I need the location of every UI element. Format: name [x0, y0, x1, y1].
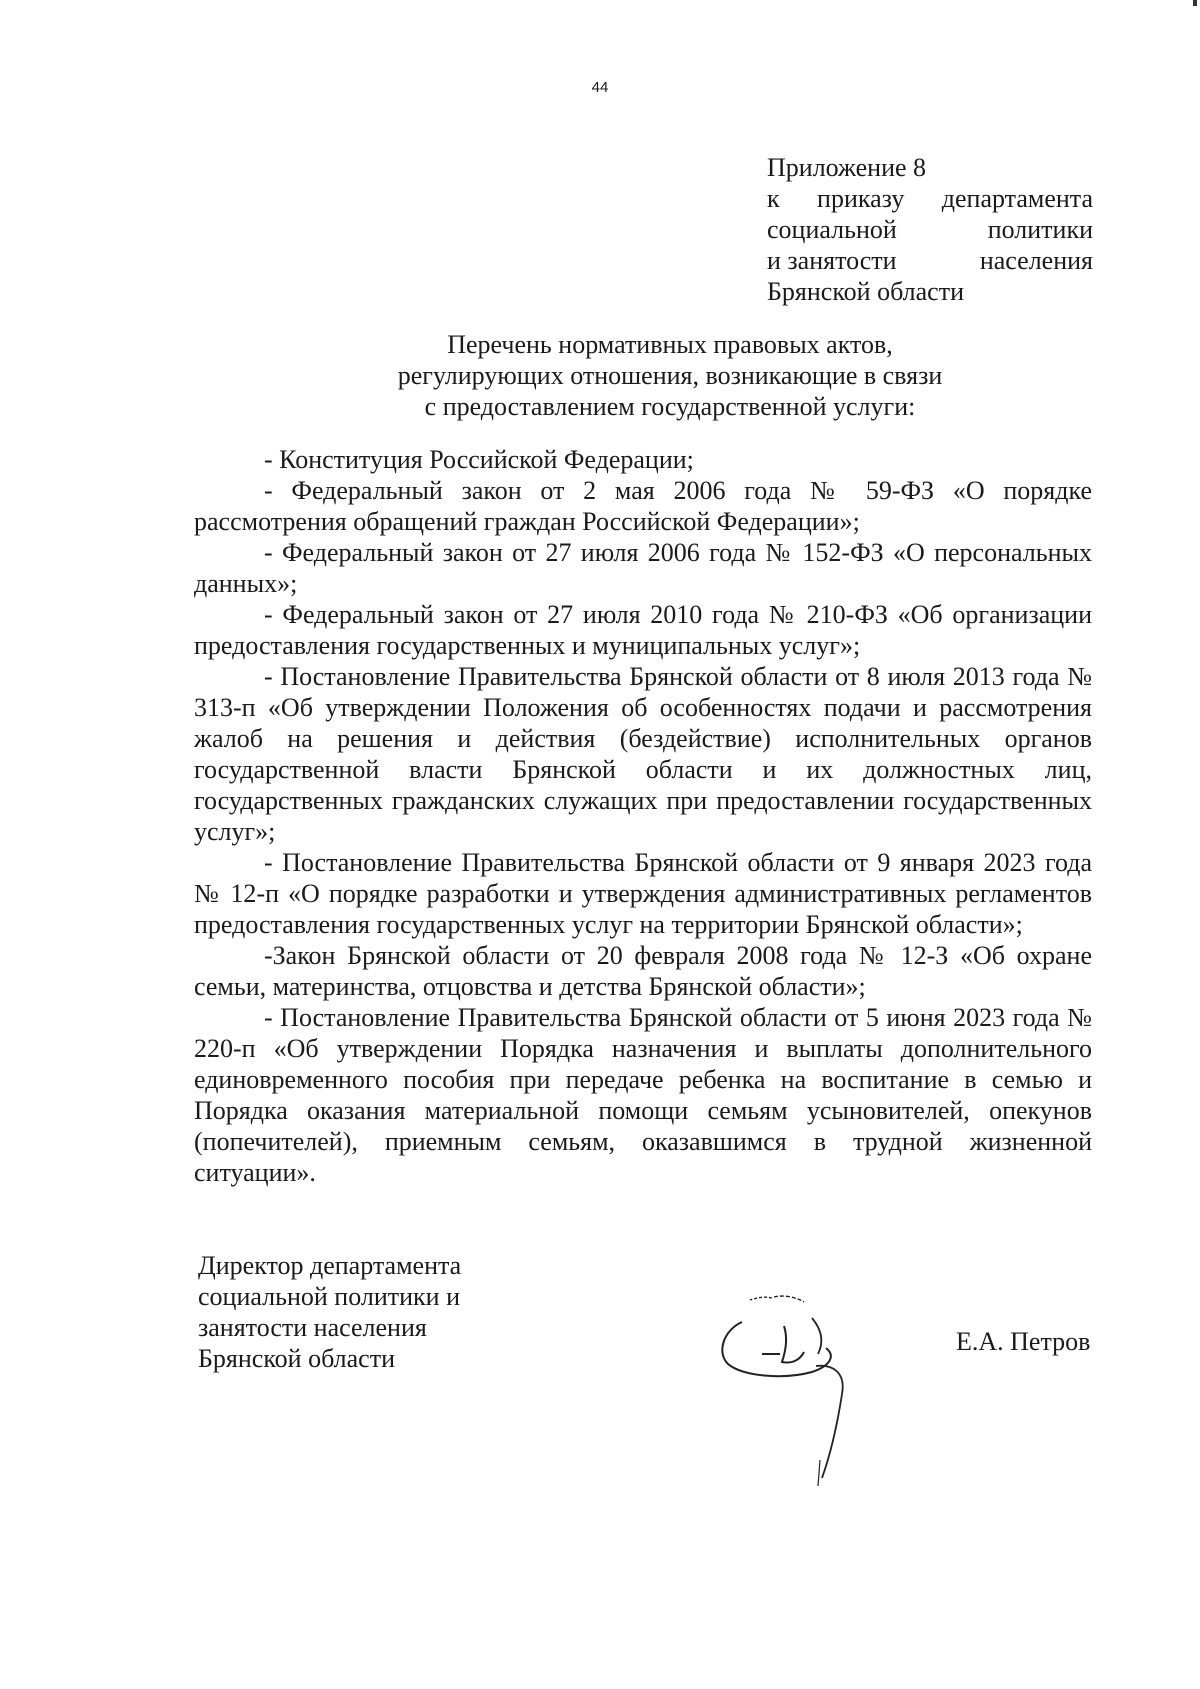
- signoff-line: Брянской области: [198, 1344, 395, 1373]
- appendix-word: к: [767, 184, 780, 213]
- list-item: - Постановление Правительства Брянской области от 9 января 2023 года № 12-п «О порядке разработки и утверждения административных регламентов предоставления государственных услуг на территории Брянской области»;: [194, 848, 1092, 939]
- appendix-line: [767, 183, 1093, 214]
- scan-edge-mark: [1193, 0, 1197, 6]
- handwritten-signature: [712, 1290, 882, 1490]
- appendix-word: политики: [987, 215, 1093, 244]
- list-item: - Постановление Правительства Брянской области от 8 июля 2013 года № 313-п «Об утверждении Положения об особенностях подачи и рассмотрения жалоб на решения и действия (бездействие) исполнительных органов государственной власти Брянской области и их должностных лиц, государственных гражданских служащих при предоставлении государственных услуг»;: [194, 662, 1092, 846]
- appendix-word: приказу: [817, 184, 905, 213]
- appendix-line: Брянской области: [767, 277, 964, 306]
- list-item: - Федеральный закон от 2 мая 2006 года № 59-ФЗ «О порядке рассмотрения обращений граждан Российской Федерации»;: [194, 476, 1092, 536]
- appendix-title: Приложение 8: [767, 153, 927, 182]
- appendix-word: и занятости: [767, 246, 897, 275]
- signoff-line: занятости населения: [198, 1313, 427, 1342]
- page-number: 44: [591, 79, 609, 96]
- title-line: Перечень нормативных правовых актов,: [447, 330, 893, 359]
- document-title: [340, 329, 1000, 422]
- appendix-line: [767, 245, 1093, 276]
- list-item: - Постановление Правительства Брянской области от 5 июня 2023 года № 220-п «Об утверждении Порядка назначения и выплаты дополнительного единовременного пособия при передаче ребенка на воспитание в семью и Порядка оказания материальной помощи семьям усыновителей, опекунов (попечителей), приемным семьям, оказавшимся в трудной жизненной ситуации».: [194, 1003, 1092, 1187]
- appendix-word: департамента: [941, 184, 1093, 213]
- signoff-line: Директор департамента: [198, 1251, 462, 1280]
- appendix-header: [767, 152, 1093, 307]
- title-line: регулирующих отношения, возникающие в связи: [397, 361, 943, 390]
- title-line: с предоставлением государственной услуги:: [424, 392, 916, 421]
- appendix-word: социальной: [767, 215, 897, 244]
- signer-position: [198, 1250, 498, 1374]
- list-item: - Конституция Российской Федерации;: [264, 445, 694, 474]
- appendix-word: населения: [979, 246, 1093, 275]
- legal-acts-list: [194, 444, 1092, 1188]
- list-item: -Закон Брянской области от 20 февраля 2008 года № 12-З «Об охране семьи, материнства, отцовства и детства Брянской области»;: [194, 941, 1092, 1001]
- list-item: - Федеральный закон от 27 июля 2010 года № 210-ФЗ «Об организации предоставления государственных и муниципальных услуг»;: [194, 600, 1092, 660]
- appendix-line: [767, 214, 1093, 245]
- list-item: - Федеральный закон от 27 июля 2006 года № 152-ФЗ «О персональных данных»;: [194, 538, 1092, 598]
- signer-name: Е.А. Петров: [956, 1327, 1091, 1356]
- signoff-line: социальной политики и: [198, 1282, 460, 1311]
